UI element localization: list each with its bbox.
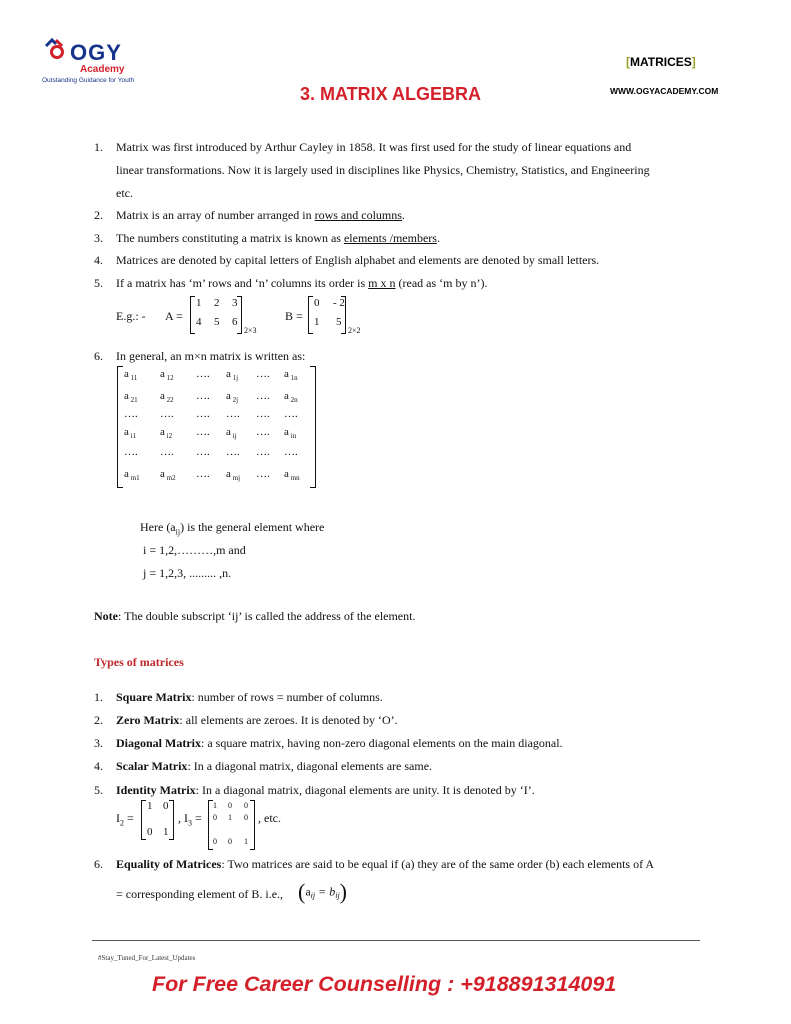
cell-subscript: i1 [128, 432, 137, 441]
cell-subscript: 1n [288, 374, 298, 383]
matrix-order: 2×2 [348, 326, 361, 335]
general-matrix-cell: a $_{21}$ [124, 390, 138, 405]
general-matrix-cell: …. [256, 446, 270, 458]
bracket-left [190, 296, 195, 334]
cell-subscript: mj [230, 474, 241, 483]
general-matrix-cell: …. [160, 446, 174, 458]
matrix-cell: 6 [232, 316, 238, 328]
general-matrix-cell: …. [196, 368, 210, 380]
list-item-text: If a matrix has ‘m’ rows and ‘n’ columns its order is m x n (read as ‘m by n’). [116, 276, 488, 290]
cell-subscript: mn [288, 474, 300, 483]
bracket-left [117, 366, 123, 488]
matrix-cell: 0 [163, 800, 169, 812]
matrix-cell: 2 [214, 297, 220, 309]
bracket-right [250, 800, 255, 850]
general-matrix-cell: a $_{ij}$ [226, 426, 237, 441]
general-matrix-cell: …. [226, 408, 240, 420]
general-matrix-cell: a $_{m1}$ [124, 468, 140, 483]
list-number: 1. [94, 690, 103, 704]
matrix-b-label: B = [285, 309, 303, 323]
cell-subscript: 2n [288, 396, 298, 405]
list-item-text: Equality of Matrices: Two matrices are said to be equal if (a) they are of the same order (b) each elements of A [116, 857, 655, 871]
general-matrix-cell: …. [256, 390, 270, 402]
matrix-cell: 0 [228, 837, 232, 846]
logo-text: OGY [70, 40, 122, 65]
list-item-text: The numbers constituting a matrix is known as elements /members. [116, 231, 440, 245]
matrix-cell: 1 [213, 801, 217, 810]
general-element-text: Here $(a_{ij})$ is the general element where [140, 520, 325, 537]
general-matrix-cell: a $_{mn}$ [284, 468, 300, 483]
cell-subscript: in [288, 432, 297, 441]
cell-subscript: 21 [128, 396, 138, 405]
logo [42, 36, 142, 92]
matrix-a-label: A = [165, 309, 183, 323]
list-item-text: Diagonal Matrix: a square matrix, having non-zero diagonal elements on the main diagonal. [116, 736, 563, 750]
general-matrix-cell: …. [196, 408, 210, 420]
cell-subscript: i2 [164, 432, 173, 441]
matrix-order: 2×3 [244, 326, 257, 335]
matrix-cell: 0 [244, 801, 248, 810]
bracket-right [341, 296, 346, 334]
general-matrix-cell: …. [124, 446, 138, 458]
general-matrix-cell: …. [196, 468, 210, 480]
i-range: i = 1,2,………,m and [143, 543, 246, 557]
list-item-text: = corresponding element of B. i.e., [116, 887, 284, 901]
general-matrix [124, 368, 314, 486]
list-item-text: Matrix is an array of number arranged in rows and columns. [116, 208, 405, 222]
equality-formula: $(a_{ij} = b_{ij})$ [298, 879, 347, 904]
general-matrix-cell: a $_{in}$ [284, 426, 297, 441]
note: Note: The double subscript ‘ij’ is called the address of the element. [94, 609, 416, 623]
list-number: 2. [94, 208, 103, 222]
logo-subtitle: Academy [80, 64, 125, 75]
list-number: 4. [94, 759, 103, 773]
list-item-text: etc. [116, 186, 133, 200]
list-number: 6. [94, 857, 103, 871]
general-matrix-cell: …. [160, 408, 174, 420]
etc-text: , etc. [258, 811, 281, 825]
general-matrix-cell: …. [196, 426, 210, 438]
logo-ring-icon [50, 45, 64, 59]
header-url: WWW.OGYACADEMY.COM [610, 86, 719, 96]
general-matrix-cell: a $_{i2}$ [160, 426, 173, 441]
identity-3-label: , $I_3$ = [178, 811, 202, 828]
matrix-cell: 1 [314, 316, 320, 328]
matrix-cell: 5 [336, 316, 342, 328]
cell-subscript: 2j [230, 396, 239, 405]
list-number: 5. [94, 276, 103, 290]
list-number: 4. [94, 253, 103, 267]
matrix-cell: 1 [147, 800, 153, 812]
matrix-cell: 1 [196, 297, 202, 309]
general-matrix-cell: …. [284, 446, 298, 458]
logo-tagline: Outstanding Guidance for Youth [42, 77, 135, 84]
general-matrix-cell: a $_{2j}$ [226, 390, 239, 405]
cell-subscript: 11 [128, 374, 138, 383]
matrix-cell: - 2 [333, 297, 345, 309]
general-matrix-cell: a $_{12}$ [160, 368, 174, 383]
list-item-text: Matrix was first introduced by Arthur Cayley in 1858. It was first used for the study of linear equations and [116, 140, 632, 154]
general-matrix-cell: a $_{i1}$ [124, 426, 137, 441]
cell-subscript: 22 [164, 396, 174, 405]
matrix-cell: 0 [213, 813, 217, 822]
matrix-cell: 3 [232, 297, 238, 309]
list-item-text: In general, an m×n matrix is written as: [116, 349, 306, 363]
list-item-text: Identity Matrix: In a diagonal matrix, diagonal elements are unity. It is denoted by ‘I’. [116, 783, 535, 797]
list-number: 3. [94, 231, 103, 245]
general-matrix-cell: a $_{2n}$ [284, 390, 298, 405]
list-item-text: Zero Matrix: all elements are zeroes. It is denoted by ‘O’. [116, 713, 398, 727]
matrix-cell: 0 [244, 813, 248, 822]
cell-subscript: m2 [164, 474, 176, 483]
general-matrix-cell: …. [256, 368, 270, 380]
general-matrix-cell: …. [226, 446, 240, 458]
bracket-left [141, 800, 146, 840]
cell-subscript: 12 [164, 374, 174, 383]
matrix-cell: 0 [213, 837, 217, 846]
general-matrix-cell: …. [256, 426, 270, 438]
general-matrix-cell: a $_{m2}$ [160, 468, 176, 483]
general-matrix-cell: …. [124, 408, 138, 420]
matrix-cell: 5 [214, 316, 220, 328]
general-matrix-cell: …. [196, 390, 210, 402]
career-counselling-cta[interactable]: For Free Career Counselling : +918891314091 [152, 972, 617, 996]
matrix-cell: 0 [314, 297, 320, 309]
general-matrix-cell: a $_{11}$ [124, 368, 138, 383]
matrix-cell: 0 [147, 826, 153, 838]
section-heading: Types of matrices [94, 655, 184, 669]
cell-subscript: m1 [128, 474, 140, 483]
identity-2-label: $I_2$ = [116, 811, 134, 828]
bracket-right [237, 296, 242, 334]
page-title: 3. MATRIX ALGEBRA [300, 84, 482, 104]
list-item-text: Square Matrix: number of rows = number of columns. [116, 690, 383, 704]
matrix-cell: 0 [228, 801, 232, 810]
example-label: E.g.: - [116, 309, 146, 323]
footer-hashtag: #Stay_Tuned_For_Latest_Updates [98, 954, 196, 962]
j-range: j = 1,2,3, ......... ,n. [143, 566, 232, 580]
general-matrix-cell: a $_{1j}$ [226, 368, 239, 383]
bracket-left [308, 296, 313, 334]
general-matrix-cell: …. [284, 408, 298, 420]
general-matrix-cell: a $_{mj}$ [226, 468, 241, 483]
list-item-text: linear transformations. Now it is largely used in disciplines like Physics, Chemistry, Statistics, and Engineering [116, 163, 650, 177]
general-matrix-cell: …. [256, 468, 270, 480]
bracket-right [169, 800, 174, 840]
cell-subscript: 1j [230, 374, 239, 383]
section-label: [MATRICES] [626, 55, 696, 69]
general-matrix-cell: a $_{1n}$ [284, 368, 298, 383]
general-matrix-cell: …. [196, 446, 210, 458]
general-matrix-cell: a $_{22}$ [160, 390, 174, 405]
list-number: 1. [94, 140, 103, 154]
list-number: 6. [94, 349, 103, 363]
matrix-cell: 1 [244, 837, 248, 846]
list-item-text: Scalar Matrix: In a diagonal matrix, diagonal elements are same. [116, 759, 433, 773]
list-number: 3. [94, 736, 103, 750]
cell-subscript: ij [230, 432, 237, 441]
matrix-cell: 1 [228, 813, 232, 822]
matrix-cell: 4 [196, 316, 202, 328]
list-item-text: Matrices are denoted by capital letters of English alphabet and elements are denoted by small letters. [116, 253, 600, 267]
list-number: 5. [94, 783, 103, 797]
list-number: 2. [94, 713, 103, 727]
footer-divider [92, 940, 700, 941]
general-matrix-cell: …. [256, 408, 270, 420]
matrix-cell: 1 [163, 826, 169, 838]
